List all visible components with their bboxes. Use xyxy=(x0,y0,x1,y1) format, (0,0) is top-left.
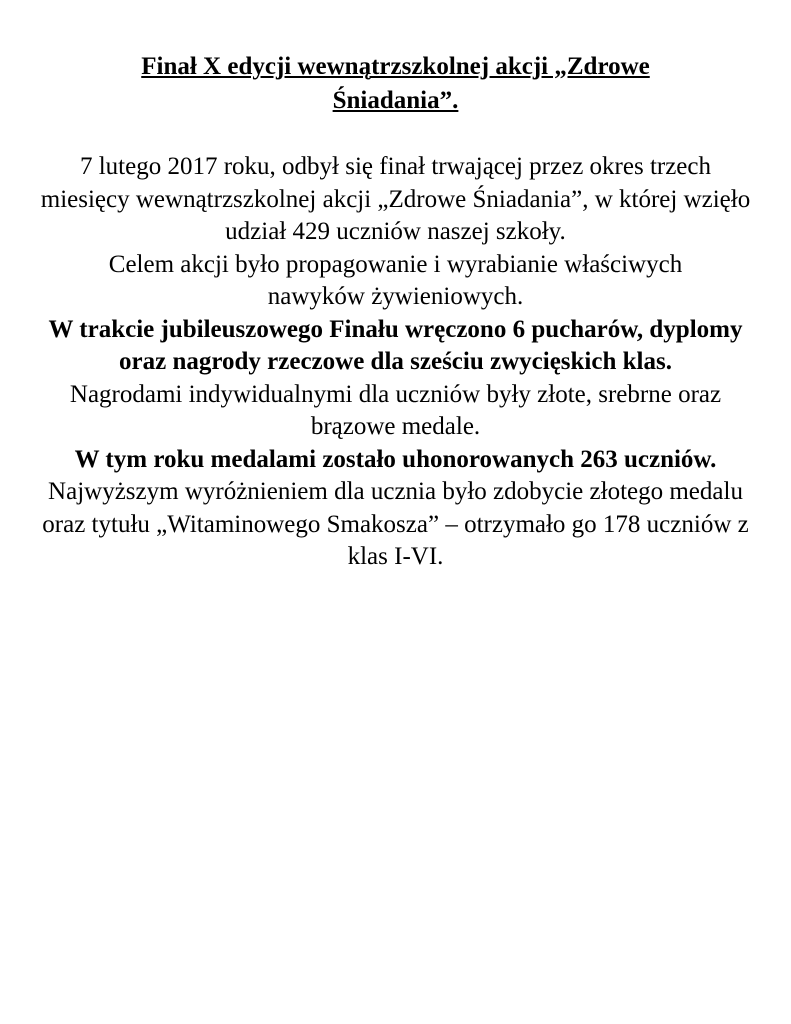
paragraph-highest-award: Najwyższym wyróżnieniem dla ucznia było zdobycie złotego medalu oraz tytułu „Witaminowego Smakosza” – otrzymało go 178 uczniów z klas I-VI. xyxy=(42,478,749,570)
title-spacer xyxy=(40,118,751,151)
paragraph-medal-count: W tym roku medalami zostało uhonorowanych 263 uczniów. xyxy=(74,445,717,473)
paragraph-medals: Nagrodami indywidualnymi dla uczniów były złote, srebrne oraz brązowe medale. xyxy=(69,380,722,440)
document-body xyxy=(40,50,751,574)
paragraph-awards: W trakcie jubileuszowego Finału wręczono 6 pucharów, dyplomy oraz nagrody rzeczowe dla sześciu zwycięskich klas. xyxy=(48,315,743,375)
document-title: Finał X edycji wewnątrzszkolnej akcji „Zdrowe Śniadania”. xyxy=(141,53,650,114)
paragraph-intro: 7 lutego 2017 roku, odbył się finał trwającej przez okres trzech miesięcy wewnątrzszkolnej akcji „Zdrowe Śniadania”, w której wzięło udział 429 uczniów naszej szkoły. xyxy=(40,153,751,245)
paragraph-goal: Celem akcji było propagowanie i wyrabianie właściwych nawyków żywieniowych. xyxy=(108,250,683,310)
